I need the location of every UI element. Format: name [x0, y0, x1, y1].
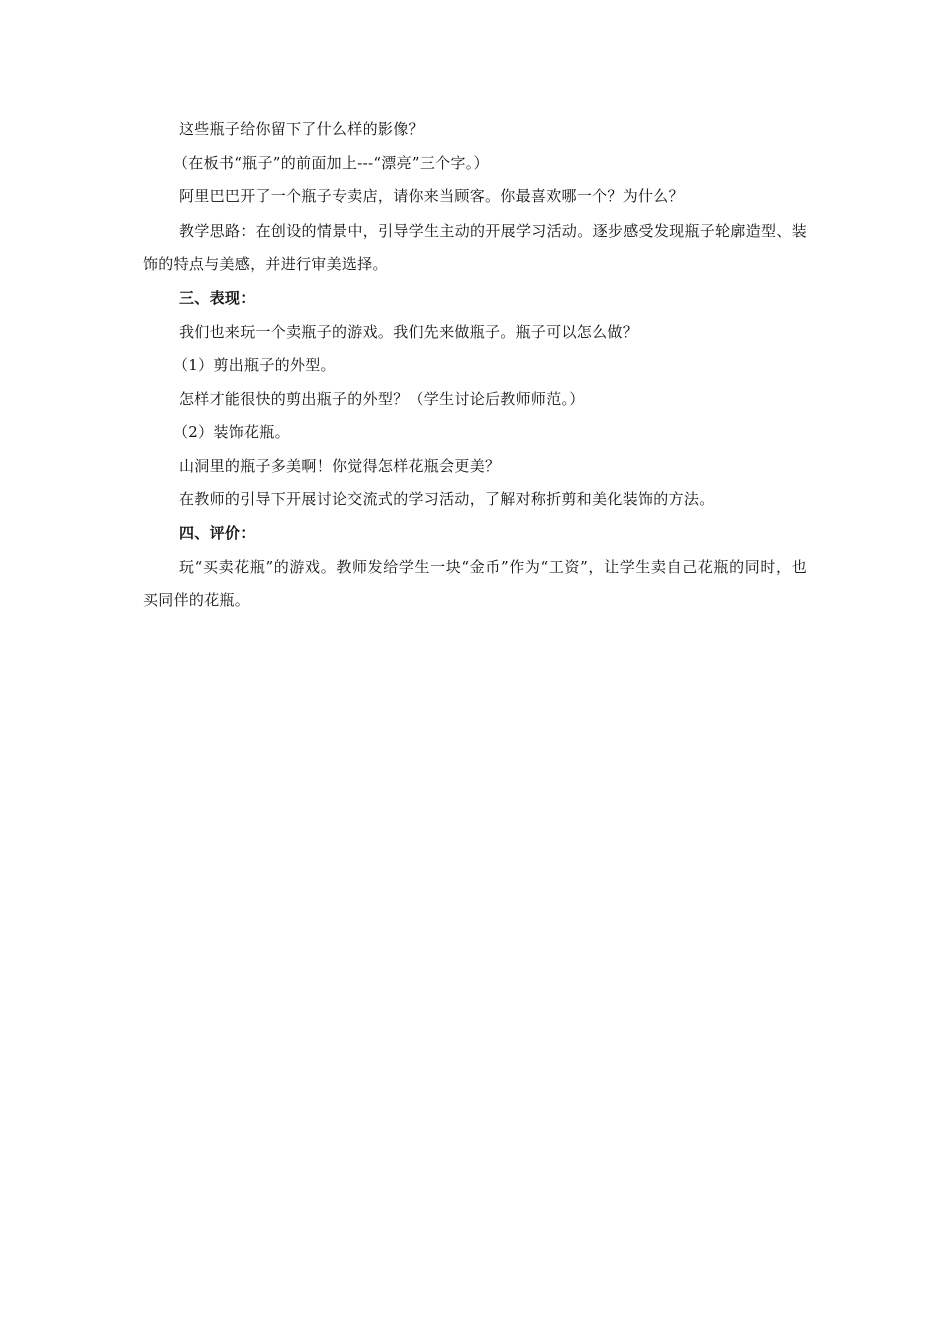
paragraph-7: 怎样才能很快的剪出瓶子的外型？（学生讨论后教师师范。）: [179, 389, 585, 408]
section-heading-4: 四、评价：: [179, 523, 256, 542]
paragraph-evaluation: 玩“买卖花瓶”的游戏。教师发给学生一块“金币”作为“工资”，让学生卖自己花瓶的同时，也买同伴的花瓶。: [143, 558, 807, 609]
paragraph-9: 山洞里的瓶子多美啊！你觉得怎样花瓶会更美？: [179, 456, 501, 475]
paragraph-5: 我们也来玩一个卖瓶子的游戏。我们先来做瓶子。瓶子可以怎么做？: [179, 322, 639, 341]
paragraph-2: （在板书“瓶子”的前面加上---“漂亮”三个字。）: [173, 153, 489, 172]
paragraph-10: 在教师的引导下开展讨论交流式的学习活动，了解对称折剪和美化装饰的方法。: [179, 490, 715, 508]
paragraph-1: 这些瓶子给你留下了什么样的影像？: [179, 120, 424, 138]
paragraph-step-2: （2）装饰花瓶。: [173, 423, 290, 441]
section-heading-3: 三、表现：: [179, 289, 256, 307]
paragraph-step-1: （1）剪出瓶子的外型。: [173, 356, 336, 374]
paragraph-3: 阿里巴巴开了一个瓶子专卖店，请你来当顾客。你最喜欢哪一个？为什么？: [179, 187, 684, 205]
paragraph-teaching-idea: 教学思路：在创设的情景中，引导学生主动的开展学习活动。逐步感受发现瓶子轮廓造型、装饰的特点与美感，并进行审美选择。: [143, 221, 807, 273]
document-body: [143, 114, 807, 620]
